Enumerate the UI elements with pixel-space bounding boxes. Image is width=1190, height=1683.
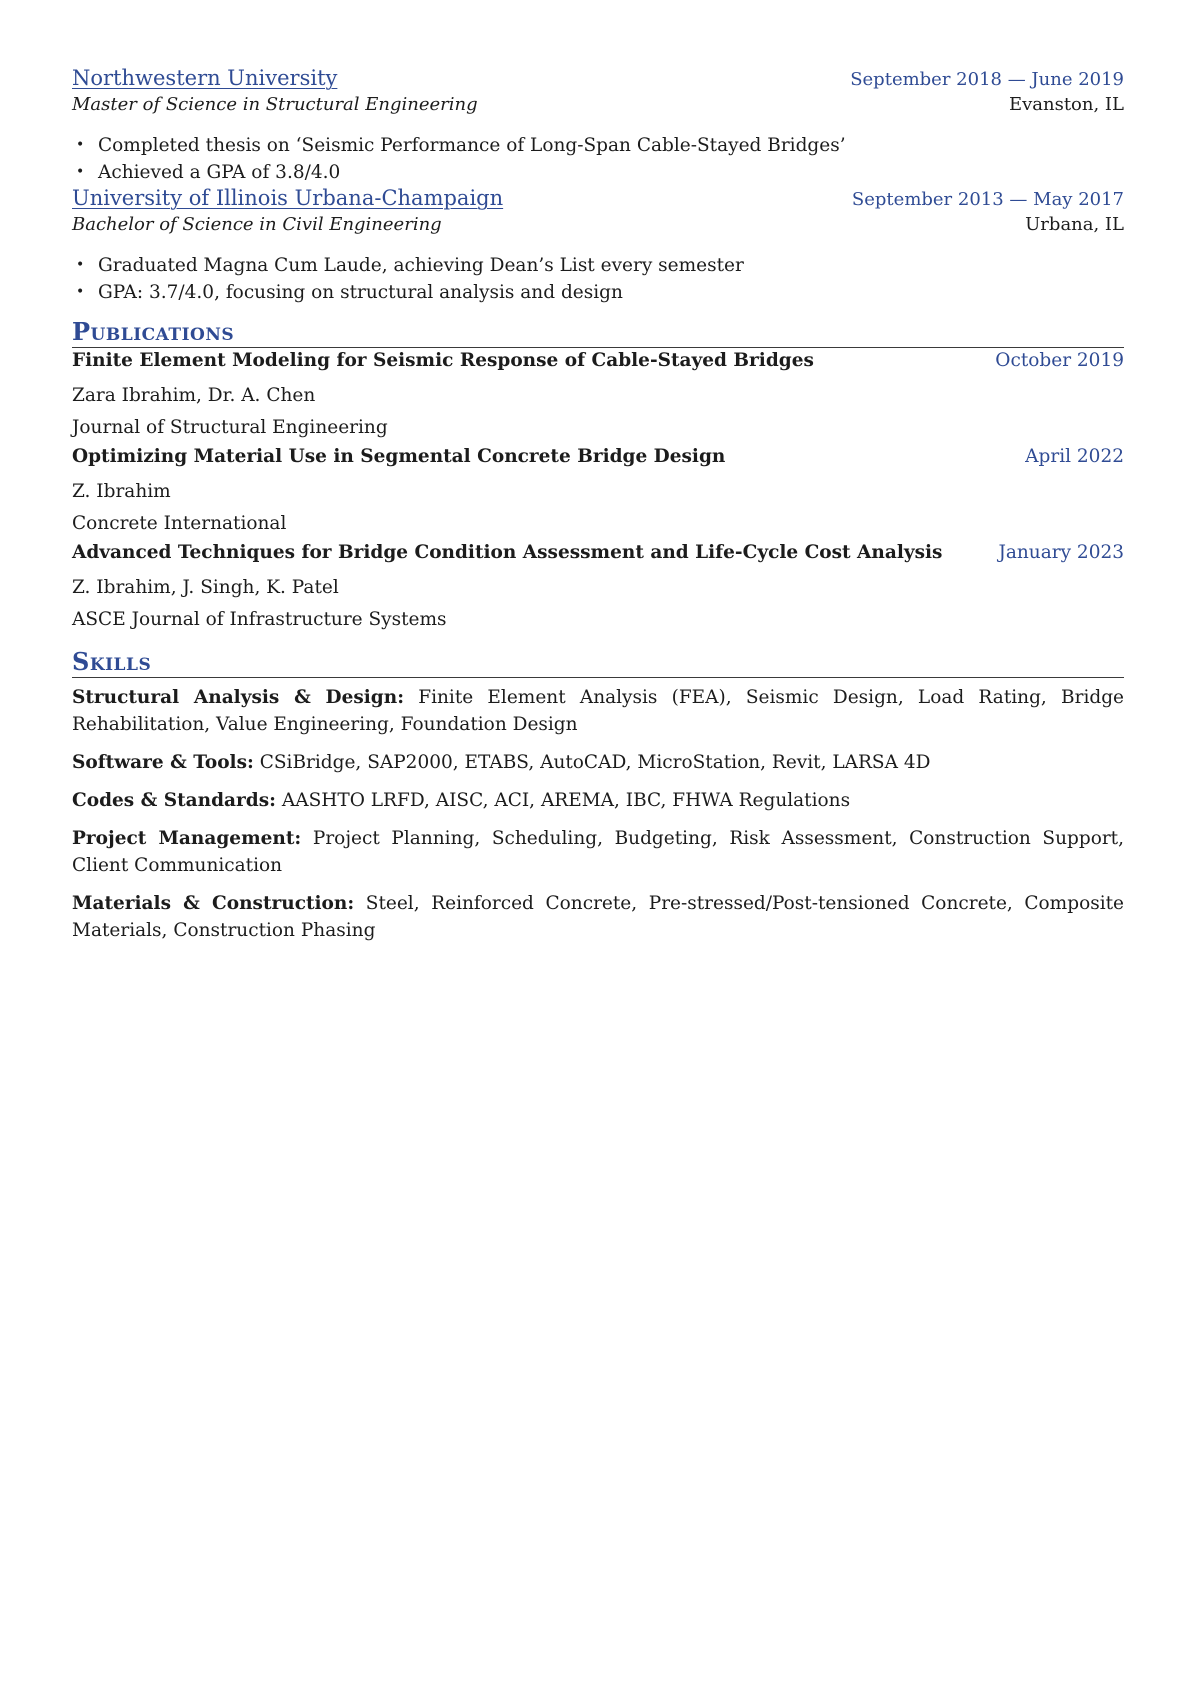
publication-authors: Zara Ibrahim, Dr. A. Chen — [72, 385, 316, 406]
location: Evanston, IL — [1008, 94, 1124, 115]
publication-authors: Z. Ibrahim — [72, 481, 171, 502]
institution-link[interactable]: University of Illinois Urbana-Champaign — [72, 186, 504, 210]
list-item — [76, 252, 1124, 279]
skill-text: Project Planning, Scheduling, Budgeting, Risk Assessment, Construction Support, Client Communication — [72, 828, 1124, 876]
publication-authors: Z. Ibrahim, J. Singh, K. Patel — [72, 577, 339, 598]
bullet-text: Achieved a GPA of 3.8/4.0 — [98, 162, 341, 183]
list-item — [76, 279, 1124, 306]
bullet-text: GPA: 3.7/4.0, focusing on structural analysis and design — [98, 282, 623, 303]
skill-text: AASHTO LRFD, AISC, ACI, AREMA, IBC, FHWA Regulations — [281, 790, 851, 811]
bullet-icon: • — [76, 137, 85, 153]
publication-venue: Journal of Structural Engineering — [72, 417, 388, 438]
education-entry — [72, 66, 1124, 186]
skills-list — [72, 684, 1124, 944]
publications-section-header — [72, 316, 1124, 348]
publication-entry — [72, 350, 1124, 444]
bullet-text: Completed thesis on ‘Seismic Performance of Long-Span Cable-Stayed Bridges’ — [98, 135, 846, 156]
section-title: Skills — [72, 647, 152, 676]
bullet-icon: • — [76, 284, 85, 300]
institution-link[interactable]: Northwestern University — [72, 66, 338, 90]
list-item — [76, 132, 1124, 159]
skill-item — [72, 684, 1124, 738]
skill-text: CSiBridge, SAP2000, ETABS, AutoCAD, MicroStation, Revit, LARSA 4D — [259, 752, 931, 773]
bullet-icon: • — [76, 164, 85, 180]
publication-date: October 2019 — [995, 350, 1124, 371]
publication-date: January 2023 — [998, 542, 1124, 563]
skill-label: Project Management: — [72, 828, 302, 849]
skill-item — [72, 825, 1124, 879]
skill-text: Finite Element Analysis (FEA), Seismic Design, Load Rating, Bridge Rehabilitation, Value Engineering, Foundation Design — [72, 687, 1124, 735]
degree: Bachelor of Science in Civil Engineering — [72, 214, 442, 235]
bullet-text: Graduated Magna Cum Laude, achieving Dean’s List every semester — [98, 255, 744, 276]
list-item — [76, 159, 1124, 186]
skill-label: Software & Tools: — [72, 752, 254, 773]
skills-section-header — [72, 646, 1124, 678]
education-bullets — [72, 132, 1124, 186]
publication-entry — [72, 446, 1124, 540]
publication-date: April 2022 — [1025, 446, 1124, 467]
skill-label: Materials & Construction: — [72, 893, 355, 914]
resume-page — [72, 66, 1124, 955]
publication-venue: Concrete International — [72, 513, 287, 534]
publication-title: Finite Element Modeling for Seismic Response of Cable-Stayed Bridges — [72, 350, 814, 371]
education-dates: September 2018 — June 2019 — [850, 69, 1124, 90]
publication-title: Optimizing Material Use in Segmental Concrete Bridge Design — [72, 446, 726, 467]
publication-title: Advanced Techniques for Bridge Condition Assessment and Life-Cycle Cost Analysis — [72, 542, 943, 563]
education-dates: September 2013 — May 2017 — [851, 189, 1124, 210]
publication-venue: ASCE Journal of Infrastructure Systems — [72, 609, 447, 630]
bullet-icon: • — [76, 257, 85, 273]
skill-item — [72, 890, 1124, 944]
skill-text: Steel, Reinforced Concrete, Pre-stressed/Post-tensioned Concrete, Composite Materials, Construction Phasing — [72, 893, 1124, 941]
skill-label: Structural Analysis & Design: — [72, 687, 405, 708]
degree: Master of Science in Structural Engineering — [72, 94, 478, 115]
skill-item — [72, 749, 1124, 776]
education-entry — [72, 186, 1124, 306]
section-title: Publications — [72, 317, 235, 346]
location: Urbana, IL — [1025, 214, 1124, 235]
publication-entry — [72, 542, 1124, 636]
education-bullets — [72, 252, 1124, 306]
skill-label: Codes & Standards: — [72, 790, 276, 811]
skill-item — [72, 787, 1124, 814]
